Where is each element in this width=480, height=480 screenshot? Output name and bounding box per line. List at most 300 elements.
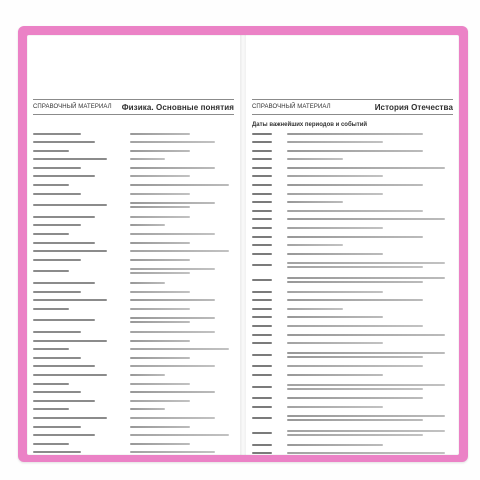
- formula-placeholder-line: [33, 331, 81, 333]
- physics-row: [33, 130, 234, 137]
- formula-placeholder-line: [33, 133, 81, 135]
- description-placeholder-line: [130, 451, 215, 453]
- history-row: [252, 216, 453, 223]
- physics-formula-cell: [33, 164, 123, 171]
- history-date-cell: [252, 322, 280, 329]
- event-placeholder-line: [287, 384, 445, 386]
- history-row: [252, 288, 453, 295]
- event-placeholder-line: [287, 227, 383, 229]
- physics-formula-cell: [33, 239, 123, 246]
- date-placeholder-line: [252, 299, 272, 301]
- event-placeholder-line: [287, 291, 383, 293]
- physics-row: [33, 380, 234, 387]
- physics-description-cell: [130, 190, 234, 197]
- formula-placeholder-line: [33, 443, 69, 445]
- history-date-cell: [252, 274, 280, 287]
- physics-description-cell: [130, 265, 234, 278]
- physics-formula-cell: [33, 190, 123, 197]
- date-placeholder-line: [252, 444, 272, 446]
- date-placeholder-line: [252, 150, 272, 152]
- date-placeholder-line: [252, 218, 272, 220]
- description-placeholder-line: [130, 434, 229, 436]
- history-row: [252, 314, 453, 321]
- history-date-cell: [252, 182, 280, 189]
- physics-row: [33, 288, 234, 295]
- right-page-header: [252, 99, 453, 115]
- physics-description-cell: [130, 213, 234, 220]
- history-event-stack: [287, 262, 453, 268]
- physics-description-cell: [130, 346, 234, 353]
- description-placeholder-line: [130, 308, 190, 310]
- history-date-cell: [252, 250, 280, 257]
- history-event-cell: [287, 242, 453, 249]
- physics-formula-cell: [33, 440, 123, 447]
- date-placeholder-line: [252, 406, 272, 408]
- history-event-cell: [287, 259, 453, 272]
- history-event-cell: [287, 199, 453, 206]
- history-event-cell: [287, 147, 453, 154]
- physics-row: [33, 164, 234, 171]
- physics-formula-cell: [33, 449, 123, 455]
- formula-placeholder-line: [33, 365, 95, 367]
- formula-placeholder-line: [33, 193, 81, 195]
- physics-row: [33, 231, 234, 238]
- physics-description-cell: [130, 222, 234, 229]
- physics-description-cell: [130, 199, 234, 212]
- physics-formula-cell: [33, 256, 123, 263]
- physics-description-cell: [130, 297, 234, 304]
- event-placeholder-line: [287, 352, 445, 354]
- event-placeholder-line: [287, 415, 445, 417]
- right-page: [246, 35, 459, 455]
- history-row: [252, 305, 453, 312]
- history-date-cell: [252, 403, 280, 410]
- description-placeholder-line: [130, 150, 190, 152]
- description-placeholder-line: [130, 158, 165, 160]
- physics-row: [33, 449, 234, 455]
- description-placeholder-line: [130, 340, 190, 342]
- history-event-stack: [287, 430, 453, 436]
- history-row: [252, 130, 453, 137]
- history-row: [252, 371, 453, 378]
- physics-row: [33, 190, 234, 197]
- description-placeholder-line: [130, 443, 190, 445]
- history-event-cell: [287, 305, 453, 312]
- physics-description-cell: [130, 432, 234, 439]
- history-row: [252, 322, 453, 329]
- formula-placeholder-line: [33, 150, 69, 152]
- description-placeholder-line: [130, 202, 215, 204]
- event-placeholder-line: [287, 141, 383, 143]
- event-placeholder-line: [287, 374, 383, 376]
- date-placeholder-line: [252, 308, 272, 310]
- formula-placeholder-line: [33, 434, 95, 436]
- history-event-cell: [287, 156, 453, 163]
- physics-row: [33, 182, 234, 189]
- history-event-cell: [287, 130, 453, 137]
- history-event-cell: [287, 297, 453, 304]
- formula-placeholder-line: [33, 270, 69, 272]
- event-placeholder-line: [287, 281, 423, 283]
- formula-placeholder-line: [33, 348, 69, 350]
- physics-description-cell: [130, 239, 234, 246]
- physics-row: [33, 406, 234, 413]
- date-placeholder-line: [252, 325, 272, 327]
- physics-row: [33, 389, 234, 396]
- history-event-stack: [287, 277, 453, 283]
- date-placeholder-line: [252, 354, 272, 356]
- physics-row: [33, 423, 234, 430]
- formula-placeholder-line: [33, 374, 107, 376]
- event-placeholder-line: [287, 365, 423, 367]
- physics-formula-cell: [33, 199, 123, 212]
- formula-placeholder-line: [33, 319, 95, 321]
- history-row: [252, 164, 453, 171]
- date-placeholder-line: [252, 374, 272, 376]
- physics-description-stack: [130, 317, 234, 323]
- event-placeholder-line: [287, 406, 383, 408]
- event-placeholder-line: [287, 419, 423, 421]
- history-date-cell: [252, 225, 280, 232]
- date-placeholder-line: [252, 342, 272, 344]
- event-placeholder-line: [287, 316, 383, 318]
- date-placeholder-line: [252, 365, 272, 367]
- history-event-cell: [287, 340, 453, 347]
- history-date-cell: [252, 216, 280, 223]
- physics-description-cell: [130, 173, 234, 180]
- event-placeholder-line: [287, 244, 343, 246]
- description-placeholder-line: [130, 250, 229, 252]
- physics-formula-cell: [33, 248, 123, 255]
- physics-formula-cell: [33, 147, 123, 154]
- description-placeholder-line: [130, 331, 215, 333]
- history-row: [252, 147, 453, 154]
- formula-placeholder-line: [33, 308, 69, 310]
- formula-placeholder-line: [33, 391, 81, 393]
- physics-description-cell: [130, 423, 234, 430]
- history-event-stack: [287, 352, 453, 358]
- description-placeholder-line: [130, 233, 215, 235]
- history-date-cell: [252, 371, 280, 378]
- physics-row: [33, 139, 234, 146]
- physics-row: [33, 239, 234, 246]
- physics-formula-cell: [33, 406, 123, 413]
- date-placeholder-line: [252, 279, 272, 281]
- history-row: [252, 259, 453, 272]
- history-row: [252, 403, 453, 410]
- history-date-cell: [252, 412, 280, 425]
- history-date-cell: [252, 363, 280, 370]
- formula-placeholder-line: [33, 167, 81, 169]
- physics-description-cell: [130, 337, 234, 344]
- physics-row: [33, 265, 234, 278]
- physics-row: [33, 440, 234, 447]
- history-event-cell: [287, 380, 453, 393]
- history-event-stack: [287, 415, 453, 421]
- left-page: [27, 35, 240, 455]
- description-placeholder-line: [130, 133, 190, 135]
- history-date-cell: [252, 199, 280, 206]
- physics-formula-cell: [33, 297, 123, 304]
- physics-formula-cell: [33, 156, 123, 163]
- physics-description-cell: [130, 406, 234, 413]
- history-date-cell: [252, 340, 280, 347]
- description-placeholder-line: [130, 184, 229, 186]
- history-row: [252, 139, 453, 146]
- physics-description-cell: [130, 156, 234, 163]
- description-placeholder-line: [130, 272, 190, 274]
- history-event-cell: [287, 288, 453, 295]
- history-date-cell: [252, 348, 280, 361]
- physics-formula-cell: [33, 397, 123, 404]
- event-placeholder-line: [287, 133, 423, 135]
- date-placeholder-line: [252, 244, 272, 246]
- physics-row: [33, 297, 234, 304]
- date-placeholder-line: [252, 193, 272, 195]
- history-event-cell: [287, 426, 453, 439]
- history-row: [252, 412, 453, 425]
- physics-formula-cell: [33, 432, 123, 439]
- formula-placeholder-line: [33, 417, 107, 419]
- physics-row: [33, 371, 234, 378]
- event-placeholder-line: [287, 277, 445, 279]
- physics-description-cell: [130, 139, 234, 146]
- physics-row: [33, 363, 234, 370]
- history-date-cell: [252, 156, 280, 163]
- formula-placeholder-line: [33, 291, 81, 293]
- description-placeholder-line: [130, 321, 190, 323]
- description-placeholder-line: [130, 216, 190, 218]
- history-date-cell: [252, 233, 280, 240]
- event-placeholder-line: [287, 210, 423, 212]
- physics-row: [33, 248, 234, 255]
- event-placeholder-line: [287, 325, 423, 327]
- history-event-cell: [287, 403, 453, 410]
- date-placeholder-line: [252, 253, 272, 255]
- event-placeholder-line: [287, 452, 445, 454]
- date-placeholder-line: [252, 133, 272, 135]
- history-row: [252, 363, 453, 370]
- formula-placeholder-line: [33, 233, 69, 235]
- date-placeholder-line: [252, 167, 272, 169]
- formula-placeholder-line: [33, 242, 95, 244]
- physics-formula-cell: [33, 288, 123, 295]
- history-row: [252, 331, 453, 338]
- event-placeholder-line: [287, 308, 343, 310]
- history-table: [252, 130, 453, 455]
- physics-formula-cell: [33, 328, 123, 335]
- physics-formula-cell: [33, 280, 123, 287]
- description-placeholder-line: [130, 391, 215, 393]
- date-placeholder-line: [252, 316, 272, 318]
- history-date-cell: [252, 305, 280, 312]
- description-placeholder-line: [130, 242, 190, 244]
- history-row: [252, 274, 453, 287]
- formula-placeholder-line: [33, 216, 95, 218]
- formula-placeholder-line: [33, 426, 81, 428]
- history-event-cell: [287, 371, 453, 378]
- event-placeholder-line: [287, 236, 423, 238]
- history-row: [252, 190, 453, 197]
- event-placeholder-line: [287, 262, 445, 264]
- physics-row: [33, 397, 234, 404]
- history-row: [252, 242, 453, 249]
- history-row: [252, 395, 453, 402]
- history-event-cell: [287, 412, 453, 425]
- formula-placeholder-line: [33, 451, 81, 453]
- date-placeholder-line: [252, 158, 272, 160]
- date-placeholder-line: [252, 291, 272, 293]
- physics-formula-cell: [33, 371, 123, 378]
- history-row: [252, 250, 453, 257]
- physics-description-cell: [130, 182, 234, 189]
- history-event-cell: [287, 274, 453, 287]
- physics-description-cell: [130, 389, 234, 396]
- history-date-cell: [252, 242, 280, 249]
- description-placeholder-line: [130, 348, 229, 350]
- physics-description-cell: [130, 354, 234, 361]
- history-row: [252, 450, 453, 455]
- formula-placeholder-line: [33, 259, 81, 261]
- physics-description-cell: [130, 231, 234, 238]
- history-event-cell: [287, 225, 453, 232]
- date-placeholder-line: [252, 201, 272, 203]
- description-placeholder-line: [130, 417, 215, 419]
- physics-description-cell: [130, 288, 234, 295]
- date-placeholder-line: [252, 397, 272, 399]
- history-event-cell: [287, 207, 453, 214]
- description-placeholder-line: [130, 357, 190, 359]
- date-placeholder-line: [252, 452, 272, 454]
- physics-row: [33, 354, 234, 361]
- history-event-cell: [287, 348, 453, 361]
- event-placeholder-line: [287, 356, 423, 358]
- physics-formula-cell: [33, 380, 123, 387]
- history-date-cell: [252, 259, 280, 272]
- formula-placeholder-line: [33, 175, 95, 177]
- physics-formula-cell: [33, 265, 123, 278]
- history-row: [252, 199, 453, 206]
- history-date-cell: [252, 190, 280, 197]
- left-page-section: СПРАВОЧНЫЙ МАТЕРИАЛ: [33, 104, 112, 110]
- history-date-cell: [252, 207, 280, 214]
- event-placeholder-line: [287, 193, 383, 195]
- physics-description-cell: [130, 314, 234, 327]
- description-placeholder-line: [130, 193, 190, 195]
- physics-row: [33, 432, 234, 439]
- history-row: [252, 380, 453, 393]
- history-date-cell: [252, 380, 280, 393]
- physics-row: [33, 280, 234, 287]
- left-page-header: [33, 99, 234, 115]
- history-date-cell: [252, 450, 280, 455]
- formula-placeholder-line: [33, 204, 107, 206]
- date-placeholder-line: [252, 141, 272, 143]
- physics-formula-cell: [33, 314, 123, 327]
- physics-description-cell: [130, 164, 234, 171]
- history-event-cell: [287, 139, 453, 146]
- history-event-cell: [287, 250, 453, 257]
- event-placeholder-line: [287, 397, 423, 399]
- physics-description-cell: [130, 328, 234, 335]
- date-placeholder-line: [252, 334, 272, 336]
- formula-placeholder-line: [33, 184, 69, 186]
- event-placeholder-line: [287, 430, 445, 432]
- formula-placeholder-line: [33, 299, 107, 301]
- physics-row: [33, 147, 234, 154]
- history-date-cell: [252, 441, 280, 448]
- description-placeholder-line: [130, 141, 215, 143]
- description-placeholder-line: [130, 317, 215, 319]
- physics-row: [33, 222, 234, 229]
- history-row: [252, 182, 453, 189]
- formula-placeholder-line: [33, 141, 95, 143]
- physics-formula-cell: [33, 389, 123, 396]
- history-date-cell: [252, 288, 280, 295]
- date-placeholder-line: [252, 227, 272, 229]
- physics-formula-cell: [33, 139, 123, 146]
- history-event-cell: [287, 395, 453, 402]
- physics-formula-cell: [33, 182, 123, 189]
- description-placeholder-line: [130, 426, 190, 428]
- formula-placeholder-line: [33, 224, 81, 226]
- history-event-cell: [287, 441, 453, 448]
- physics-description-cell: [130, 130, 234, 137]
- physics-description-stack: [130, 268, 234, 274]
- physics-formula-cell: [33, 173, 123, 180]
- event-placeholder-line: [287, 434, 423, 436]
- physics-description-cell: [130, 397, 234, 404]
- history-row: [252, 207, 453, 214]
- description-placeholder-line: [130, 291, 190, 293]
- open-notebook-pages: [27, 35, 459, 455]
- description-placeholder-line: [130, 282, 165, 284]
- history-row: [252, 441, 453, 448]
- formula-placeholder-line: [33, 357, 81, 359]
- physics-description-cell: [130, 248, 234, 255]
- date-placeholder-line: [252, 432, 272, 434]
- description-placeholder-line: [130, 374, 165, 376]
- history-event-cell: [287, 322, 453, 329]
- description-placeholder-line: [130, 206, 190, 208]
- event-placeholder-line: [287, 158, 343, 160]
- physics-row: [33, 199, 234, 212]
- history-row: [252, 340, 453, 347]
- date-placeholder-line: [252, 417, 272, 419]
- date-placeholder-line: [252, 184, 272, 186]
- history-event-cell: [287, 450, 453, 455]
- history-event-cell: [287, 363, 453, 370]
- physics-row: [33, 213, 234, 220]
- history-date-cell: [252, 139, 280, 146]
- physics-formula-cell: [33, 231, 123, 238]
- event-placeholder-line: [287, 150, 423, 152]
- history-date-cell: [252, 331, 280, 338]
- physics-formula-cell: [33, 346, 123, 353]
- date-placeholder-line: [252, 264, 272, 266]
- physics-row: [33, 305, 234, 312]
- physics-row: [33, 337, 234, 344]
- physics-formula-cell: [33, 423, 123, 430]
- formula-placeholder-line: [33, 282, 95, 284]
- history-subtitle: Даты важнейших периодов и событий: [252, 121, 368, 128]
- history-event-cell: [287, 173, 453, 180]
- history-event-cell: [287, 182, 453, 189]
- history-event-cell: [287, 216, 453, 223]
- event-placeholder-line: [287, 444, 383, 446]
- description-placeholder-line: [130, 224, 165, 226]
- history-event-cell: [287, 331, 453, 338]
